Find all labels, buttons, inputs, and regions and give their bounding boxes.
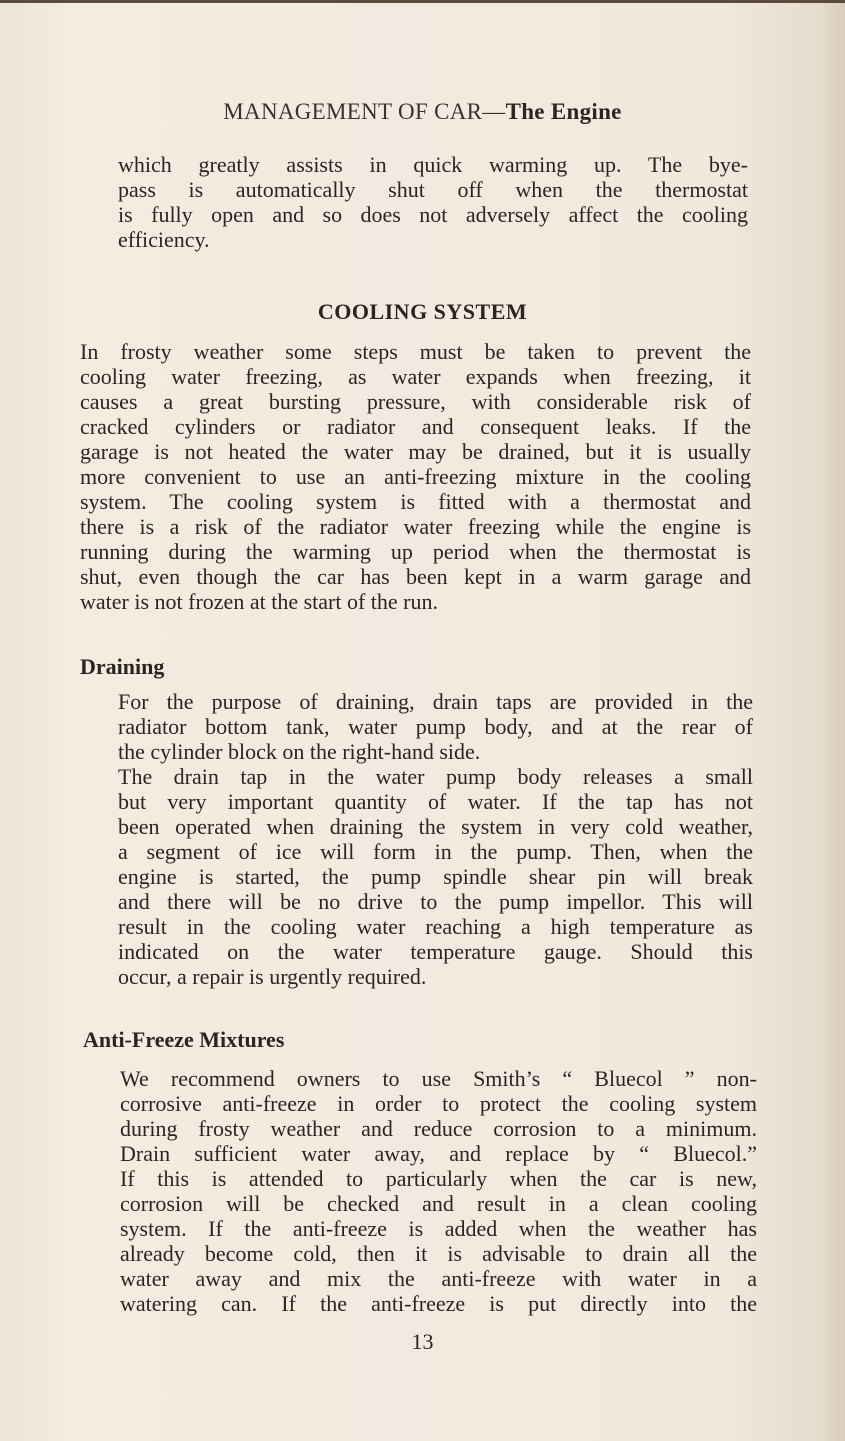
text-line: engine is started, the pump spindle shear pin will break [118,864,753,889]
text-line: cooling water freezing, as water expands when freezing, it [80,364,751,389]
text-line: cracked cylinders or radiator and consequent leaks. If the [80,414,751,439]
text-line: the cylinder block on the right-hand side. [118,739,481,764]
text-line: efficiency. [118,227,210,252]
text-line: which greatly assists in quick warming up. The bye- [118,152,748,177]
text-line: water is not frozen at the start of the run. [80,589,438,614]
antifreeze-paragraph [120,1066,757,1316]
text-line: system. If the anti-freeze is added when the weather has [120,1216,757,1241]
text-line: Drain sufficient water away, and replace by “ Bluecol.” [120,1141,757,1166]
text-line: corrosive anti-freeze in order to protect the cooling system [120,1091,757,1116]
text-line: For the purpose of draining, drain taps are provided in the [118,689,753,714]
section-heading-cooling-system: COOLING SYSTEM [317,299,528,324]
text-line: running during the warming up period when the thermostat is [80,539,751,564]
text-line: and there will be no drive to the pump impellor. This will [118,889,753,914]
text-line: In frosty weather some steps must be taken to prevent the [80,339,751,364]
running-header [0,99,845,125]
text-line: causes a great bursting pressure, with considerable risk of [80,389,751,414]
text-line: If this is attended to particularly when the car is new, [120,1166,757,1191]
draining-paragraph-1 [118,689,753,764]
text-line: corrosion will be checked and result in a clean cooling [120,1191,757,1216]
text-line: radiator bottom tank, water pump body, and at the rear of [118,714,753,739]
subheading-anti-freeze-mixtures: Anti-Freeze Mixtures [83,1027,285,1052]
text-line: pass is automatically shut off when the thermostat [118,177,748,202]
text-line: already become cold, then it is advisable to drain all the [120,1241,757,1266]
text-line: watering can. If the anti-freeze is put directly into the [120,1291,757,1316]
text-line: shut, even though the car has been kept in a warm garage and [80,564,751,589]
subheading-draining: Draining [80,654,165,679]
draining-paragraph-2 [118,764,753,989]
text-line: result in the cooling water reaching a high temperature as [118,914,753,939]
text-line: more convenient to use an anti-freezing mixture in the cooling [80,464,751,489]
header-prefix: MANAGEMENT OF CAR— [223,99,506,124]
text-line: The drain tap in the water pump body releases a small [118,764,753,789]
page-top-edge [0,0,845,3]
text-line: garage is not heated the water may be drained, but it is usually [80,439,751,464]
text-line: is fully open and so does not adversely affect the cooling [118,202,748,227]
header-section: The Engine [505,99,622,124]
page-number: 13 [411,1329,434,1354]
text-line: there is a risk of the radiator water freezing while the engine is [80,514,751,539]
text-line: been operated when draining the system in very cold weather, [118,814,753,839]
text-line: system. The cooling system is fitted with a thermostat and [80,489,751,514]
text-line: occur, a repair is urgently required. [118,964,427,989]
text-line: indicated on the water temperature gauge. Should this [118,939,753,964]
text-line: during frosty weather and reduce corrosion to a minimum. [120,1116,757,1141]
text-line: but very important quantity of water. If the tap has not [118,789,753,814]
cooling-paragraph [80,339,751,614]
intro-paragraph [118,152,748,252]
text-line: a segment of ice will form in the pump. Then, when the [118,839,753,864]
text-line: water away and mix the anti-freeze with water in a [120,1266,757,1291]
text-line: We recommend owners to use Smith’s “ Bluecol ” non- [120,1066,757,1091]
